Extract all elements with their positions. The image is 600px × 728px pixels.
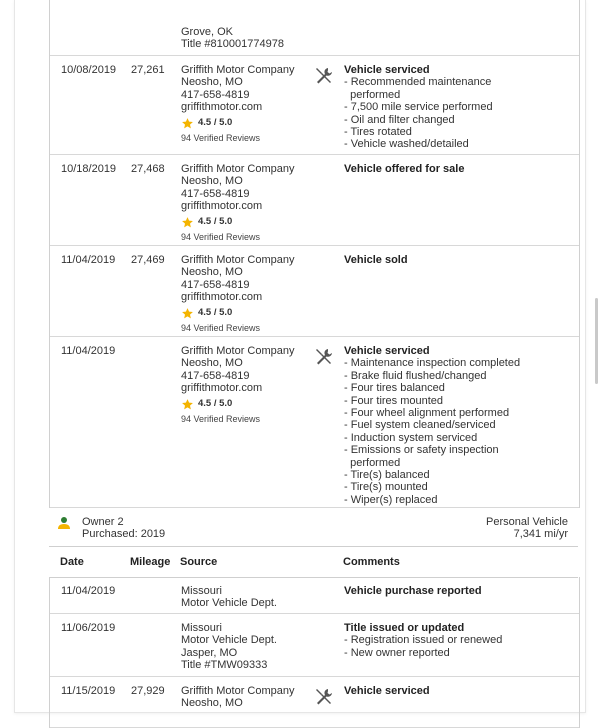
table-row: [50, 0, 579, 56]
row-source: [181, 254, 295, 334]
wrench-screwdriver-icon: [313, 346, 335, 368]
comment-line: - Four tires mounted: [344, 394, 444, 407]
star-icon: [181, 117, 194, 130]
owner1-history-table: [49, 0, 580, 508]
source-line: griffithmotor.com: [181, 382, 263, 395]
comment-line: - Fuel system cleaned/serviced: [344, 419, 496, 432]
owner-2-vehicle-type: Personal Vehicle: [486, 516, 568, 528]
owner-2-text: [82, 516, 165, 541]
source-line: Griffith Motor Company: [181, 685, 295, 697]
source-line: Neosho, MO: [181, 697, 243, 710]
row-source: [181, 622, 277, 672]
table-row: [50, 614, 579, 677]
reviews-link[interactable]: 94 Verified Reviews: [181, 231, 261, 242]
source-line: Grove, OK: [181, 26, 233, 38]
source-line: Neosho, MO: [181, 357, 243, 370]
source-line: Griffith Motor Company: [181, 163, 295, 175]
source-line: griffithmotor.com: [181, 200, 263, 213]
source-line: Neosho, MO: [181, 175, 243, 188]
comment-line: performed: [344, 456, 401, 469]
comment-line: - Tire(s) mounted: [344, 481, 428, 494]
table-row: [50, 56, 579, 155]
comment-line: - Tires rotated: [344, 126, 412, 139]
row-mileage: 27,469: [131, 254, 165, 266]
star-icon: [181, 216, 194, 229]
comment-line: - Brake fluid flushed/changed: [344, 369, 487, 382]
row-source: [181, 345, 295, 425]
source-line: Griffith Motor Company: [181, 345, 295, 357]
scrollbar[interactable]: [595, 298, 598, 384]
source-line: Jasper, MO: [181, 646, 238, 659]
owner2-history-table: [49, 577, 580, 728]
owner-2-right: [486, 516, 568, 541]
source-line: griffithmotor.com: [181, 101, 263, 114]
source-line: Griffith Motor Company: [181, 254, 295, 266]
source-line: Missouri: [181, 585, 222, 597]
reviews-link[interactable]: 94 Verified Reviews: [181, 322, 261, 333]
comment-title: Vehicle sold: [344, 254, 408, 266]
owner-2-purchased: Purchased: 2019: [82, 528, 166, 541]
source-line: Neosho, MO: [181, 76, 243, 89]
comment-title: Vehicle offered for sale: [344, 163, 465, 175]
rating: [181, 398, 295, 411]
source-line: Motor Vehicle Dept.: [181, 597, 277, 610]
source-line: Griffith Motor Company: [181, 64, 295, 76]
comment-line: - Registration issued or renewed: [344, 634, 503, 647]
source-line: Title #810001774978: [181, 38, 284, 51]
row-comments: [344, 163, 464, 175]
comment-line: - Emissions or safety inspection: [344, 444, 499, 457]
comment-title: Title issued or updated: [344, 622, 465, 634]
star-icon: [181, 398, 194, 411]
column-date: Date: [60, 556, 84, 568]
column-source: Source: [180, 556, 218, 568]
comment-line: - Maintenance inspection completed: [344, 357, 521, 370]
comment-title: Vehicle purchase reported: [344, 585, 482, 597]
column-mileage: Mileage: [130, 556, 171, 568]
row-date: 10/08/2019: [61, 64, 117, 76]
source-line: 417-658-4819: [181, 278, 250, 291]
table-row: [50, 677, 579, 728]
row-mileage: 27,261: [131, 64, 165, 76]
source-line: 417-658-4819: [181, 88, 250, 101]
owner-2-miles-per-year: 7,341 mi/yr: [513, 528, 568, 541]
row-mileage: 27,929: [131, 685, 165, 697]
table-row: [50, 246, 579, 337]
rating: [181, 216, 295, 229]
rating-value: 4.5 / 5.0: [198, 397, 233, 409]
source-line: 417-658-4819: [181, 369, 250, 382]
row-source: [181, 64, 295, 144]
row-source: [181, 685, 295, 710]
comment-line: - Recommended maintenance: [344, 76, 492, 89]
row-mileage: 27,468: [131, 163, 165, 175]
table-row: [50, 337, 579, 508]
comment-line: - New owner reported: [344, 646, 450, 659]
comment-line: - Wiper(s) replaced: [344, 493, 438, 506]
column-comments: Comments: [343, 556, 400, 568]
owner-2-header: [49, 510, 578, 548]
source-line: Title #TMW09333: [181, 659, 268, 672]
rating-value: 4.5 / 5.0: [198, 116, 233, 128]
row-date: 11/04/2019: [61, 345, 116, 357]
reviews-link[interactable]: 94 Verified Reviews: [181, 413, 261, 424]
comment-title: Vehicle serviced: [344, 685, 430, 697]
row-date: 11/04/2019: [61, 254, 116, 266]
rating-value: 4.5 / 5.0: [198, 306, 233, 318]
rating: [181, 307, 295, 320]
table-row: [50, 577, 579, 614]
row-comments: [344, 585, 482, 597]
row-source: [181, 163, 295, 243]
comment-line: - Four tires balanced: [344, 382, 445, 395]
source-line: Missouri: [181, 622, 222, 634]
table-row: [50, 155, 579, 246]
comment-line: - Vehicle washed/detailed: [344, 138, 469, 151]
comment-title: Vehicle serviced: [344, 345, 430, 357]
wrench-screwdriver-icon: [313, 686, 335, 708]
row-date: 11/15/2019: [61, 685, 116, 697]
comment-line: performed: [344, 88, 401, 101]
rating: [181, 117, 295, 130]
comment-line: - Tire(s) balanced: [344, 469, 430, 482]
comment-title: Vehicle serviced: [344, 64, 430, 76]
source-line: Motor Vehicle Dept.: [181, 634, 277, 647]
owner2-column-header: [49, 546, 578, 578]
row-comments: [344, 64, 493, 151]
person-icon: [58, 516, 70, 530]
row-comments: [344, 685, 430, 697]
row-date: 11/06/2019: [61, 622, 116, 634]
row-date: 10/18/2019: [61, 163, 117, 175]
comment-line: - Induction system serviced: [344, 431, 478, 444]
owner-2-title: Owner 2: [82, 516, 124, 528]
source-line: 417-658-4819: [181, 187, 250, 200]
source-line: griffithmotor.com: [181, 291, 263, 304]
star-icon: [181, 307, 194, 320]
row-date: 11/04/2019: [61, 585, 116, 597]
reviews-link[interactable]: 94 Verified Reviews: [181, 132, 261, 143]
row-source: [181, 585, 277, 610]
row-comments: [344, 345, 520, 506]
row-comments: [344, 254, 408, 266]
comment-line: - Oil and filter changed: [344, 113, 455, 126]
source-line: Neosho, MO: [181, 266, 243, 279]
wrench-screwdriver-icon: [313, 65, 335, 87]
comment-line: - 7,500 mile service performed: [344, 101, 493, 114]
comment-line: - Four wheel alignment performed: [344, 407, 510, 420]
row-source: [181, 26, 284, 51]
row-comments: [344, 622, 502, 659]
rating-value: 4.5 / 5.0: [198, 215, 233, 227]
